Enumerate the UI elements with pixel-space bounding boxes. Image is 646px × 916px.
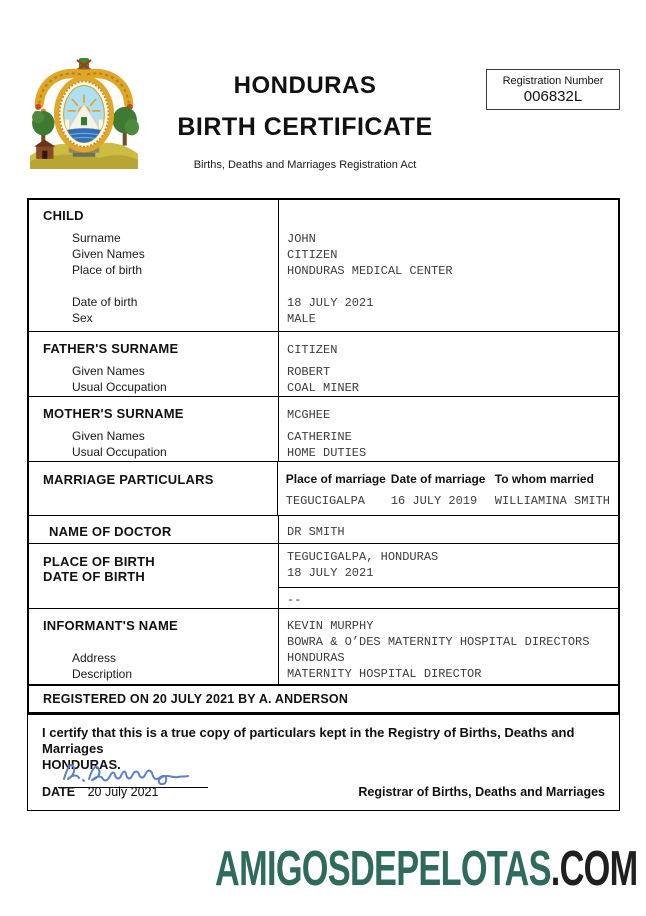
- child-given-value: CITIZEN: [287, 248, 338, 262]
- mother-heading: MOTHER'S SURNAME: [43, 406, 184, 421]
- registration-number-value: 006832L: [523, 88, 583, 105]
- section-child: [29, 200, 618, 331]
- child-place-label: Place of birth: [72, 263, 143, 277]
- header-titles: [140, 72, 470, 171]
- certificate-table: [27, 198, 620, 715]
- marriage-date-label: Date of marriage: [390, 472, 486, 486]
- marriage-spouse-label: To whom married: [494, 472, 594, 486]
- child-place-value: HONDURAS MEDICAL CENTER: [287, 264, 453, 278]
- informant-name-value: KEVIN MURPHY: [287, 619, 374, 633]
- father-given-label: Given Names: [72, 364, 145, 378]
- section-doctor: [29, 515, 618, 543]
- child-heading: CHILD: [43, 208, 84, 223]
- watermark: [216, 841, 638, 897]
- father-surname-value: CITIZEN: [287, 343, 338, 357]
- mother-given-value: CATHERINE: [287, 430, 352, 444]
- date-label: DATE: [42, 785, 76, 799]
- registration-number-box: [486, 69, 620, 110]
- mother-given-label: Given Names: [72, 429, 145, 443]
- child-dob-label: Date of birth: [72, 295, 138, 309]
- section-mother: [29, 396, 618, 461]
- marriage-date-value: 16 JULY 2019: [390, 494, 478, 508]
- section-birth: [29, 543, 618, 608]
- birth-date-heading: DATE OF BIRTH: [43, 569, 146, 584]
- registrar-title: Registrar of Births, Deaths and Marriages: [358, 785, 605, 799]
- certification-text-line2: HONDURAS.: [42, 757, 121, 772]
- watermark-brand: AMIGOSDEPELOTAS: [215, 842, 552, 896]
- father-given-value: ROBERT: [287, 365, 331, 379]
- father-occupation-value: COAL MINER: [287, 381, 360, 395]
- father-occupation-label: Usual Occupation: [72, 380, 167, 394]
- mother-surname-value: MCGHEE: [287, 408, 331, 422]
- certification-date: [42, 783, 158, 801]
- honduras-coat-of-arms-icon: [28, 56, 140, 170]
- document-title: BIRTH CERTIFICATE: [177, 113, 433, 141]
- watermark-tld: .COM: [551, 842, 638, 896]
- marriage-place-label: Place of marriage: [285, 472, 386, 486]
- marriage-spouse-value: WILLIAMINA SMITH: [494, 494, 610, 508]
- marriage-place-value: TEGUCIGALPA: [285, 494, 365, 508]
- section-marriage: [29, 461, 618, 515]
- section-father: [29, 331, 618, 396]
- child-sex-label: Sex: [72, 311, 93, 325]
- date-value: 20 July 2021: [87, 785, 159, 799]
- birth-extra-value: --: [287, 593, 302, 607]
- certification-box: [27, 712, 620, 811]
- country-title: HONDURAS: [233, 72, 377, 99]
- informant-heading: INFORMANT'S NAME: [43, 618, 178, 633]
- child-dob-value: 18 JULY 2021: [287, 296, 374, 310]
- marriage-heading: MARRIAGE PARTICULARS: [43, 472, 214, 487]
- child-sex-value: MALE: [287, 312, 316, 326]
- section-registered: [29, 684, 618, 713]
- child-surname-label: Surname: [72, 231, 121, 245]
- emblem-tree-right: [113, 107, 139, 146]
- registration-number-label: Registration Number: [502, 75, 604, 87]
- father-heading: FATHER'S SURNAME: [43, 341, 179, 356]
- mother-occupation-label: Usual Occupation: [72, 445, 167, 459]
- informant-description-label: Description: [72, 667, 133, 681]
- birth-date-value: 18 JULY 2021: [287, 566, 374, 580]
- mother-occupation-value: HOME DUTIES: [287, 446, 367, 460]
- informant-address-label: Address: [72, 651, 117, 665]
- act-subtitle: Births, Deaths and Marriages Registration Act: [193, 159, 417, 171]
- informant-organisation-value: BOWRA & O’DES MATERNITY HOSPITAL DIRECTORS: [287, 635, 590, 649]
- registered-text: REGISTERED ON 20 JULY 2021 BY A. ANDERSON: [43, 692, 349, 706]
- doctor-heading: NAME OF DOCTOR: [49, 524, 172, 539]
- signature-icon: [58, 757, 198, 785]
- doctor-value: DR SMITH: [287, 525, 345, 539]
- child-surname-value: JOHN: [287, 232, 316, 246]
- section-informant: [29, 608, 618, 684]
- emblem-house: [34, 139, 55, 158]
- certification-text-line1: I certify that this is a true copy of particulars kept in the Registry of Births, Deaths and Marriages: [42, 725, 575, 756]
- birth-place-heading: PLACE OF BIRTH: [43, 554, 155, 569]
- informant-address-value: HONDURAS: [287, 651, 345, 665]
- child-given-label: Given Names: [72, 247, 145, 261]
- informant-description-value: MATERNITY HOSPITAL DIRECTOR: [287, 667, 482, 681]
- birth-place-value: TEGUCIGALPA, HONDURAS: [287, 550, 439, 564]
